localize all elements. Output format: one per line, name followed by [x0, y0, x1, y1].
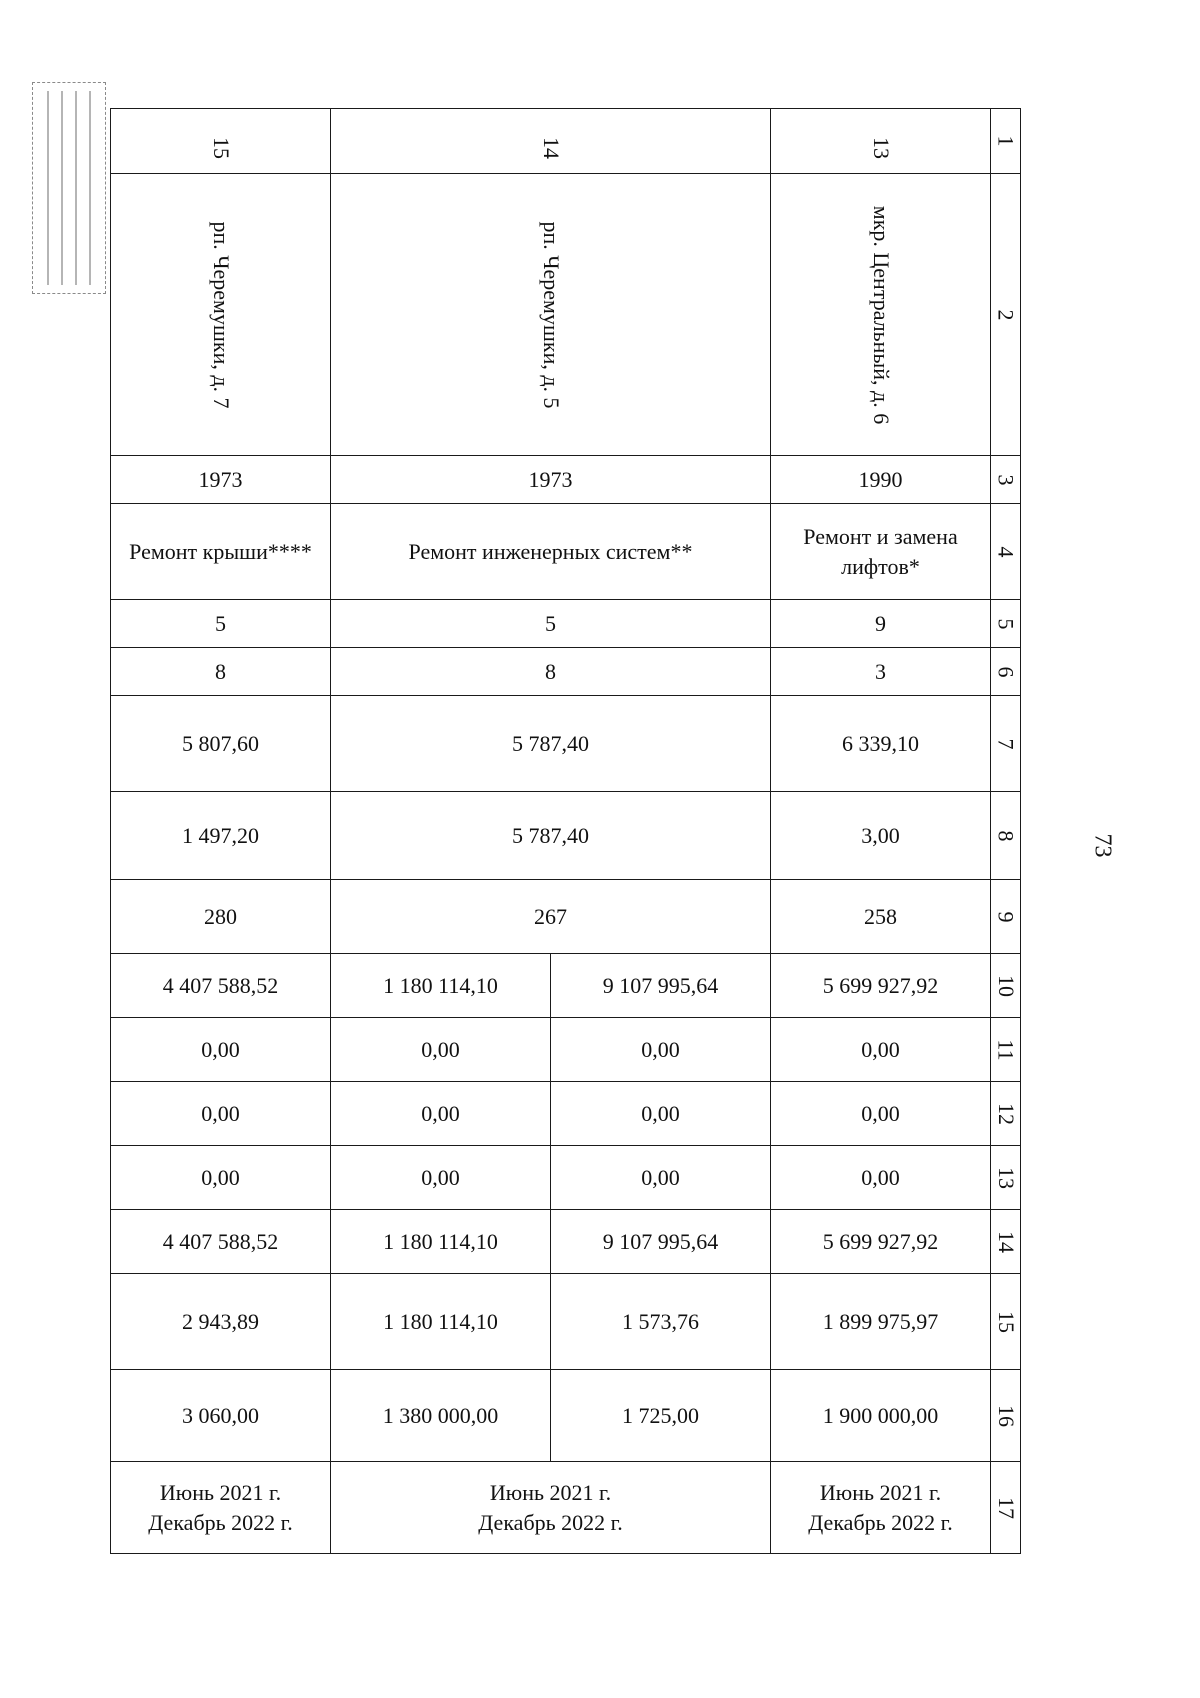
column-number: 13: [991, 1146, 1021, 1210]
entrances-cell: 3: [771, 648, 991, 696]
page-number: 73: [1089, 833, 1116, 858]
residents-cell: 267: [331, 880, 771, 954]
object-number-cell: 14: [331, 109, 771, 174]
column-number: 4: [991, 504, 1021, 600]
fund-cell: 0,00: [111, 1018, 331, 1082]
column-number: 1: [991, 109, 1021, 174]
fund-cell: 0,00: [551, 1018, 771, 1082]
owners-funds-cell: 4 407 588,52: [111, 1210, 331, 1274]
capital-repair-table: [110, 108, 1021, 1554]
period-cell: Июнь 2021 г. Декабрь 2022 г.: [771, 1462, 991, 1554]
column-number: 3: [991, 456, 1021, 504]
unit-cost-cell: 2 943,89: [111, 1274, 331, 1370]
column-number: 14: [991, 1210, 1021, 1274]
total-area-cell: 6 339,10: [771, 696, 991, 792]
column-number: 2: [991, 174, 1021, 456]
period-cell: Июнь 2021 г. Декабрь 2022 г.: [331, 1462, 771, 1554]
column-number: 8: [991, 792, 1021, 880]
fund-cell: 0,00: [331, 1018, 551, 1082]
unit-cost-cell: 1 180 114,10: [331, 1274, 551, 1370]
residents-cell: 280: [111, 880, 331, 954]
column-number: 5: [991, 600, 1021, 648]
budget-cell: 0,00: [111, 1082, 331, 1146]
max-unit-cost-cell: 3 060,00: [111, 1370, 331, 1462]
floors-cell: 5: [111, 600, 331, 648]
column-number: 9: [991, 880, 1021, 954]
max-unit-cost-cell: 1 380 000,00: [331, 1370, 551, 1462]
column-number: 6: [991, 648, 1021, 696]
owners-funds-cell: 5 699 927,92: [771, 1210, 991, 1274]
cost-cell: 5 699 927,92: [771, 954, 991, 1018]
cost-cell: 4 407 588,52: [111, 954, 331, 1018]
column-number: 15: [991, 1274, 1021, 1370]
max-unit-cost-cell: 1 725,00: [551, 1370, 771, 1462]
floors-cell: 9: [771, 600, 991, 648]
total-area-cell: 5 807,60: [111, 696, 331, 792]
year-cell: 1990: [771, 456, 991, 504]
area-cell: 5 787,40: [331, 792, 771, 880]
unit-cost-cell: 1 899 975,97: [771, 1274, 991, 1370]
floors-cell: 5: [331, 600, 771, 648]
column-number: 7: [991, 696, 1021, 792]
unit-cost-cell: 1 573,76: [551, 1274, 771, 1370]
total-area-cell: 5 787,40: [331, 696, 771, 792]
object-number-cell: 13: [771, 109, 991, 174]
area-cell: 3,00: [771, 792, 991, 880]
stamp-mark: [32, 82, 106, 294]
cost-cell: 9 107 995,64: [551, 954, 771, 1018]
column-number: 16: [991, 1370, 1021, 1462]
max-unit-cost-cell: 1 900 000,00: [771, 1370, 991, 1462]
work-type-cell: Ремонт инженерных систем**: [331, 504, 771, 600]
column-number: 11: [991, 1018, 1021, 1082]
address-cell: рп. Черемушки, д. 7: [111, 174, 331, 456]
column-number: 12: [991, 1082, 1021, 1146]
owners-funds-cell: 1 180 114,10: [331, 1210, 551, 1274]
local-budget-cell: 0,00: [771, 1146, 991, 1210]
period-cell: Июнь 2021 г. Декабрь 2022 г.: [111, 1462, 331, 1554]
year-cell: 1973: [331, 456, 771, 504]
budget-cell: 0,00: [551, 1082, 771, 1146]
column-number: 17: [991, 1462, 1021, 1554]
residents-cell: 258: [771, 880, 991, 954]
local-budget-cell: 0,00: [331, 1146, 551, 1210]
year-cell: 1973: [111, 456, 331, 504]
work-type-cell: Ремонт крыши****: [111, 504, 331, 600]
budget-cell: 0,00: [331, 1082, 551, 1146]
local-budget-cell: 0,00: [551, 1146, 771, 1210]
budget-cell: 0,00: [771, 1082, 991, 1146]
address-cell: рп. Черемушки, д. 5: [331, 174, 771, 456]
column-number: 10: [991, 954, 1021, 1018]
fund-cell: 0,00: [771, 1018, 991, 1082]
cost-cell: 1 180 114,10: [331, 954, 551, 1018]
object-number-cell: 15: [111, 109, 331, 174]
work-type-cell: Ремонт и замена лифтов*: [771, 504, 991, 600]
owners-funds-cell: 9 107 995,64: [551, 1210, 771, 1274]
local-budget-cell: 0,00: [111, 1146, 331, 1210]
entrances-cell: 8: [331, 648, 771, 696]
address-cell: мкр. Центральный, д. 6: [771, 174, 991, 456]
entrances-cell: 8: [111, 648, 331, 696]
area-cell: 1 497,20: [111, 792, 331, 880]
